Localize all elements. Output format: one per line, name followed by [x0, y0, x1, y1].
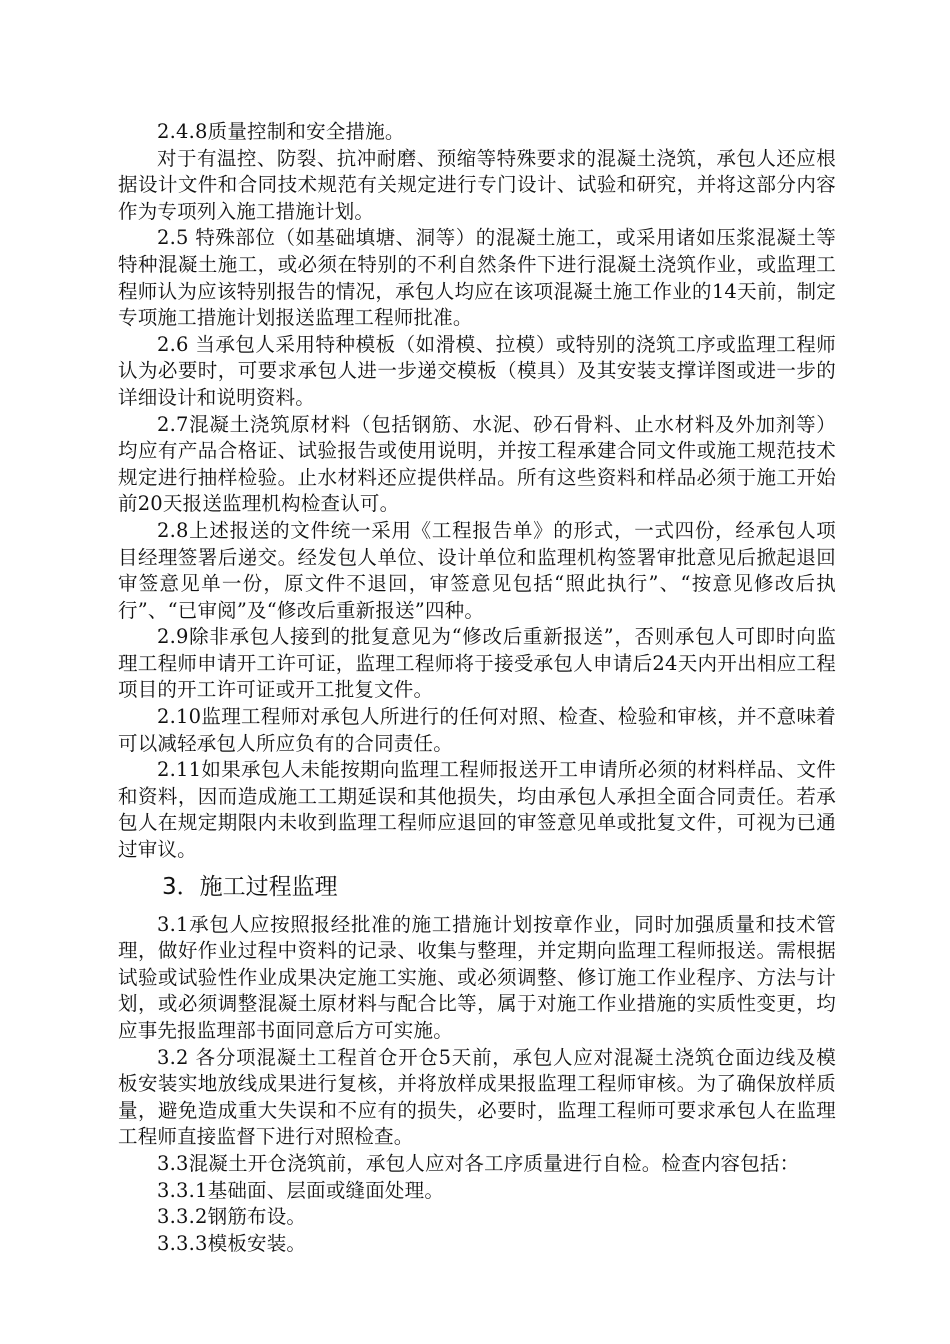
paragraph-2-10: 2.10监理工程师对承包人所进行的任何对照、检查、检验和审核，并不意味着可以减轻承包人所应负有的合同责任。 [118, 705, 836, 755]
paragraph-3-3: 3.3混凝土开仓浇筑前，承包人应对各工序质量进行自检。检查内容包括： [157, 1151, 800, 1175]
paragraph-2-11: 2.11如果承包人未能按期向监理工程师报送开工申请所必须的材料样品、文件和资料，因而造成施工工期延误和其他损失，均由承包人承担全面合同责任。若承包人在规定期限内未收到监理工程师应退回的审签意见单或批复文件，可视为已通过审议。 [118, 758, 836, 862]
section-3-heading: 3．施工过程监理 [162, 873, 338, 900]
paragraph-3-3-3: 3.3.3模板安装。 [157, 1231, 307, 1255]
paragraph-2-7: 2.7混凝土浇筑原材料（包括钢筋、水泥、砂石骨料、止水材料及外加剂等）均应有产品合格证、试验报告或使用说明，并按工程承建合同文件或施工规范技术规定进行抽样检验。止水材料还应提供样品。所有这些资料和样品必须于施工开始前20天报送监理机构检查认可。 [118, 412, 836, 516]
paragraph-2-8: 2.8上述报送的文件统一采用《工程报告单》的形式，一式四份，经承包人项目经理签署后递交。经发包人单位、设计单位和监理机构签署审批意见后掀起退回审签意见单一份，原文件不退回，审签意见包括“照此执行”、“按意见修改后执行”、“已审阅”及“修改后重新报送”四种。 [118, 518, 836, 622]
paragraph-2-9: 2.9除非承包人接到的批复意见为“修改后重新报送”，否则承包人可即时向监理工程师申请开工许可证，监理工程师将于接受承包人申请后24天内开出相应工程项目的开工许可证或开工批复文件。 [118, 625, 836, 702]
paragraph-3-3-2: 3.3.2钢筋布设。 [157, 1205, 307, 1229]
paragraph-2-5: 2.5 特殊部位（如基础填塘、洞等）的混凝土施工，或采用诸如压浆混凝土等特种混凝土施工，或必须在特别的不利自然条件下进行混凝土浇筑作业，或监理工程师认为应该特别报告的情况，承包人均应在该项混凝土施工作业的14天前，制定专项施工措施计划报送监理工程师批准。 [118, 226, 836, 330]
paragraph-2-4-8-body: 对于有温控、防裂、抗冲耐磨、预缩等特殊要求的混凝土浇筑，承包人还应根据设计文件和合同技术规范有关规定进行专门设计、试验和研究，并将这部分内容作为专项列入施工措施计划。 [118, 146, 836, 223]
paragraph-3-1: 3.1承包人应按照报经批准的施工措施计划按章作业，同时加强质量和技术管理，做好作业过程中资料的记录、收集与整理，并定期向监理工程师报送。需根据试验或试验性作业成果决定施工实施、或必须调整、修订施工作业程序、方法与计划，或必须调整混凝土原材料与配合比等，属于对施工作业措施的实质性变更，均应事先报监理部书面同意后方可实施。 [118, 912, 836, 1042]
document-body [118, 119, 836, 1257]
paragraph-2-4-8: 2.4.8质量控制和安全措施。 [157, 120, 405, 143]
paragraph-2-6: 2.6 当承包人采用特种模板（如滑模、拉模）或特别的浇筑工序或监理工程师认为必要时，可要求承包人进一步递交模板（模具）及其安装支撑详图或进一步的详细设计和说明资料。 [118, 332, 836, 409]
paragraph-3-2: 3.2 各分项混凝土工程首仓开仓5天前，承包人应对混凝土浇筑仓面边线及模板安装实地放线成果进行复核，并将放样成果报监理工程师审核。为了确保放样质量，避免造成重大失误和不应有的损失，必要时，监理工程师可要求承包人在监理工程师直接监督下进行对照检查。 [118, 1045, 836, 1149]
paragraph-3-3-1: 3.3.1基础面、层面或缝面处理。 [157, 1178, 445, 1202]
